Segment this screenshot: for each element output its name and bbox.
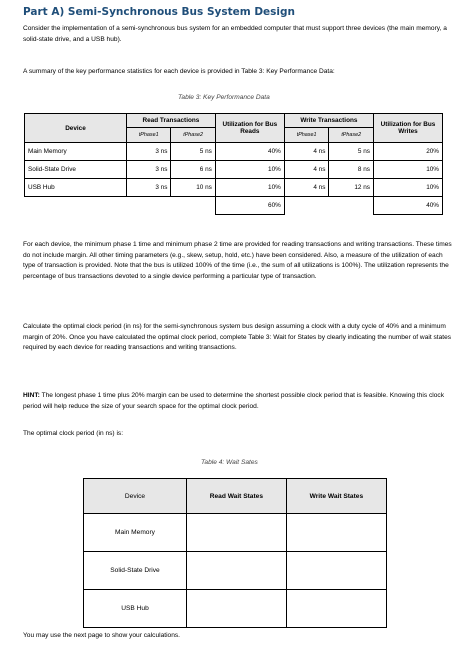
hint-paragraph	[23, 391, 453, 412]
header-write-phase2: tPhase2	[329, 128, 374, 143]
table-row	[84, 514, 387, 552]
table3-caption: Table 3: Key Performance Data	[178, 94, 270, 101]
cell-device: Main Memory	[25, 143, 127, 161]
header-write-wait-states: Write Wait States	[286, 479, 386, 514]
cell-read-phase2: 6 ns	[171, 161, 215, 179]
header-device: Device	[25, 114, 127, 143]
table4-caption: Table 4: Wait Sates	[201, 459, 258, 466]
cell-write-phase2: 12 ns	[329, 179, 374, 197]
header-util-writes: Utilization for Bus Writes	[374, 114, 443, 143]
cell-write-phase1: 4 ns	[284, 143, 329, 161]
header-read-phase2: tPhase2	[171, 128, 215, 143]
calculation-paragraph: Calculate the optimal clock period (in ns) for the semi-synchronous system bus design assuming a clock with a duty cycle of 40% and a minimum margin of 20%. Once you have calculated the optimal clock period, complete Table 3: Wait for States by clearly indicating the number of wait states required by each device for reading transactions and writing transactions.	[23, 323, 452, 352]
cell-read-phase1: 3 ns	[127, 143, 171, 161]
cell-write-phase2: 8 ns	[329, 161, 374, 179]
table-row	[84, 590, 387, 628]
cell-device: USB Hub	[84, 590, 187, 628]
read-wait-states-answer-cell[interactable]	[187, 590, 287, 628]
cell-write-phase1: 4 ns	[284, 179, 329, 197]
hint-label: HINT:	[23, 392, 40, 399]
table-row	[25, 143, 443, 161]
header-read-transactions: Read Transactions	[127, 114, 216, 128]
header-write-transactions: Write Transactions	[284, 114, 373, 128]
wait-states-table	[83, 478, 387, 628]
cell-read-phase2: 5 ns	[171, 143, 215, 161]
cell-read-phase1: 3 ns	[127, 179, 171, 197]
write-wait-states-answer-cell[interactable]	[286, 590, 386, 628]
phases-paragraph: For each device, the minimum phase 1 time and minimum phase 2 time are provided for reading transactions and writing transactions. These times do not include margin. All other timing parameters (e.g., skew, setup, hold, etc.) have been considered. Also, a measure of the utilization of each type of transaction is provided. Note that the bus is utilized 100% of the time (i.e., the sum of all utilizations is 100%). The utilization represents the percentage of bus transactions devoted to a single device performing a particular type of transaction.	[23, 241, 452, 280]
cell-device: Solid-State Drive	[84, 552, 187, 590]
table-row	[84, 552, 387, 590]
page-title: Part A) Semi-Synchronous Bus System Design	[23, 6, 296, 18]
header-util-reads: Utilization for Bus Reads	[215, 114, 284, 143]
summary-paragraph: A summary of the key performance statistics for each device is provided in Table 3: Key Performance Data:	[23, 68, 335, 75]
cell-util-writes: 20%	[374, 143, 443, 161]
key-performance-table	[24, 113, 443, 215]
cell-write-phase1: 4 ns	[284, 161, 329, 179]
cell-util-writes: 10%	[374, 161, 443, 179]
cell-read-phase2: 10 ns	[171, 179, 215, 197]
totals-row	[25, 197, 443, 215]
intro-paragraph: Consider the implementation of a semi-synchronous bus system for an embedded computer that must support three devices (the main memory, a solid-state drive, and a USB hub).	[23, 25, 447, 43]
optimal-clock-prompt: The optimal clock period (in ns) is:	[23, 430, 124, 437]
cell-write-phase2: 5 ns	[329, 143, 374, 161]
header-read-phase1: tPhase1	[127, 128, 171, 143]
read-wait-states-answer-cell[interactable]	[187, 552, 287, 590]
cell-device: Solid-State Drive	[25, 161, 127, 179]
cell-util-reads: 40%	[215, 143, 284, 161]
header-device: Device	[84, 479, 187, 514]
cell-util-writes: 10%	[374, 179, 443, 197]
write-wait-states-answer-cell[interactable]	[286, 514, 386, 552]
table-row	[25, 161, 443, 179]
cell-util-reads: 10%	[215, 161, 284, 179]
total-util-writes: 40%	[374, 197, 443, 215]
write-wait-states-answer-cell[interactable]	[286, 552, 386, 590]
header-write-phase1: tPhase1	[284, 128, 329, 143]
cell-util-reads: 10%	[215, 179, 284, 197]
cell-device: Main Memory	[84, 514, 187, 552]
total-util-reads: 60%	[215, 197, 284, 215]
footer-note: You may use the next page to show your calculations.	[23, 632, 181, 639]
hint-text: The longest phase 1 time plus 20% margin can be used to determine the shortest possible clock period that is feasible. Knowing this clock period will help reduce the size of your search space for the optimal clock period.	[23, 392, 445, 410]
cell-device: USB Hub	[25, 179, 127, 197]
read-wait-states-answer-cell[interactable]	[187, 514, 287, 552]
header-read-wait-states: Read Wait States	[187, 479, 287, 514]
table-row	[25, 179, 443, 197]
cell-read-phase1: 3 ns	[127, 161, 171, 179]
